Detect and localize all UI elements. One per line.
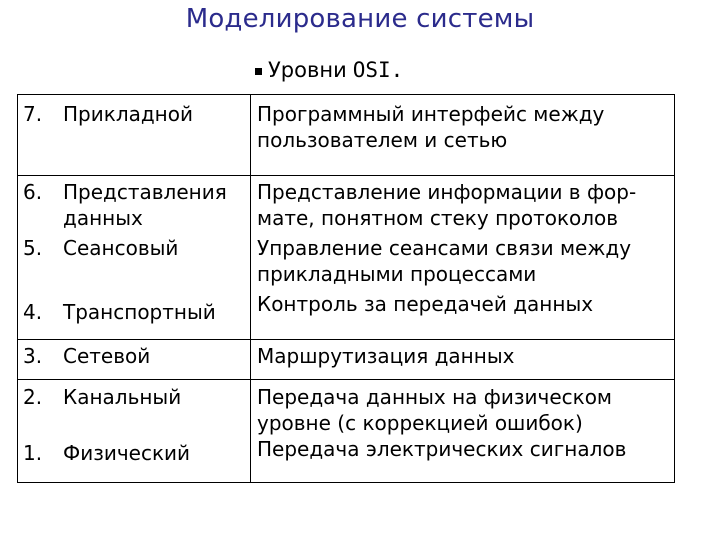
level-item	[18, 235, 250, 261]
level-item	[18, 440, 250, 466]
table-row	[18, 176, 675, 340]
level-number: 2.	[23, 385, 43, 409]
description-cell	[251, 176, 675, 340]
level-description: Программный интерфейс между пользователем и сетью	[257, 102, 605, 152]
subtitle-acronym: OSI.	[352, 58, 404, 82]
level-number: 7.	[23, 102, 43, 126]
level-cell	[18, 176, 251, 340]
level-description: Представление информации в фор-мате, понятном стеку протоколов	[257, 180, 637, 230]
level-item	[18, 101, 250, 127]
level-number: 3.	[23, 344, 43, 368]
level-number: 5.	[23, 236, 43, 260]
level-description: Управление сеансами связи между прикладными процессами	[257, 236, 632, 286]
table-row	[18, 340, 675, 380]
bullet-icon	[255, 68, 262, 75]
level-cell	[18, 380, 251, 483]
level-description: Передача электрических сигналов	[257, 437, 627, 461]
table-row	[18, 95, 675, 176]
level-description: Маршрутизация данных	[257, 344, 515, 368]
level-name: Сеансовый	[63, 236, 179, 260]
level-item	[18, 179, 250, 231]
level-name: Представления данных	[63, 180, 227, 230]
level-item	[18, 384, 250, 410]
table-row	[18, 380, 675, 483]
description-cell	[251, 340, 675, 380]
level-number: 1.	[23, 441, 43, 465]
description-cell	[251, 95, 675, 176]
level-number: 4.	[23, 300, 43, 324]
level-item	[18, 299, 250, 325]
osi-levels-table	[17, 94, 675, 483]
level-name: Прикладной	[63, 102, 193, 126]
level-name: Транспортный	[63, 300, 216, 324]
level-description: Передача данных на физическом уровне (с коррекцией ошибок)	[257, 385, 613, 435]
subtitle-text: Уровни	[268, 58, 347, 82]
level-cell	[18, 95, 251, 176]
level-cell	[18, 340, 251, 380]
level-name: Физический	[63, 441, 191, 465]
level-description: Контроль за передачей данных	[257, 292, 594, 316]
description-cell	[251, 380, 675, 483]
subtitle	[255, 58, 403, 82]
level-name: Сетевой	[63, 344, 151, 368]
level-number: 6.	[23, 180, 43, 204]
page-title: Моделирование системы	[185, 4, 535, 34]
level-item	[18, 343, 250, 369]
level-name: Канальный	[63, 385, 182, 409]
